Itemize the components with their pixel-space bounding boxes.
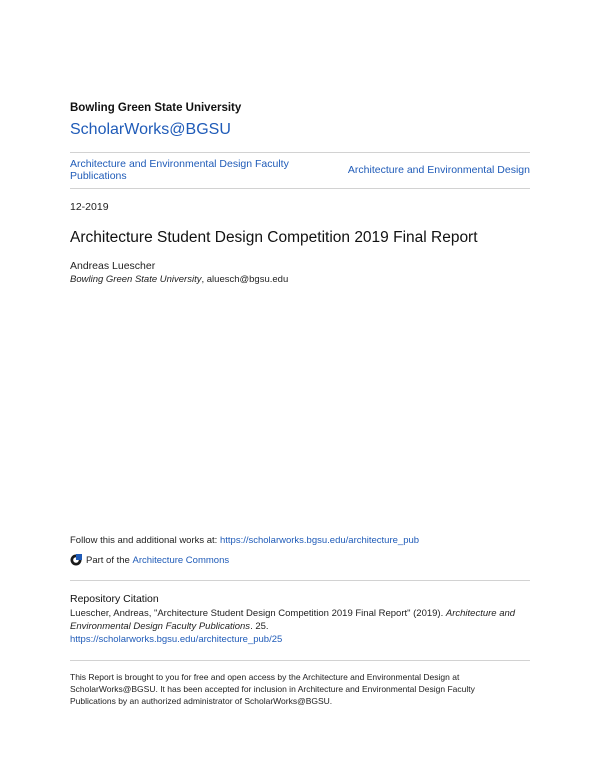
collection-link[interactable]: Architecture and Environmental Design Faculty Publications bbox=[70, 158, 289, 182]
document-title: Architecture Student Design Competition 2019 Final Report bbox=[70, 229, 478, 246]
citation-url-link[interactable]: https://scholarworks.bgsu.edu/architecture_pub/25 bbox=[70, 634, 283, 645]
repository-link[interactable]: ScholarWorks@BGSU bbox=[70, 121, 231, 138]
citation-authors: Luescher, Andreas, "Architecture Student Design Competition 2019 Final Report" (2019). bbox=[70, 608, 446, 619]
part-of-line bbox=[70, 554, 229, 566]
affiliation-name: Bowling Green State University bbox=[70, 274, 202, 285]
commons-logo-icon bbox=[70, 554, 82, 566]
collection-url-link[interactable]: https://scholarworks.bgsu.edu/architecture_pub bbox=[219, 535, 420, 546]
part-of-text: Part of the bbox=[86, 554, 130, 566]
divider bbox=[70, 660, 530, 661]
access-notice: This Report is brought to you for free and open access by the Architecture and Environmental Design at ScholarWorks@BGSU. It has been accepted for inclusion in Architecture and Environmental Design Faculty Publications by an authorized administrator of ScholarWorks@BGSU. bbox=[70, 672, 475, 706]
divider bbox=[70, 188, 530, 189]
author-email: aluesch@bgsu.edu bbox=[206, 274, 289, 285]
author-affiliation: Bowling Green State University, aluesch@bgsu.edu bbox=[70, 274, 289, 285]
divider bbox=[70, 580, 530, 581]
author-name: Andreas Luescher bbox=[70, 260, 156, 272]
architecture-commons-link[interactable]: Architecture Commons bbox=[132, 554, 230, 566]
divider bbox=[70, 152, 530, 153]
follow-line bbox=[70, 535, 419, 546]
citation-number: . 25. bbox=[250, 621, 269, 632]
citation-series: Architecture and Environmental Design Faculty Publications bbox=[70, 608, 516, 632]
citation-text bbox=[70, 607, 540, 646]
university-name: Bowling Green State University bbox=[70, 102, 242, 114]
citation-heading: Repository Citation bbox=[70, 593, 159, 605]
department-link[interactable]: Architecture and Environmental Design bbox=[347, 164, 530, 176]
publication-date: 12-2019 bbox=[70, 201, 109, 213]
follow-text: Follow this and additional works at: bbox=[70, 535, 220, 546]
